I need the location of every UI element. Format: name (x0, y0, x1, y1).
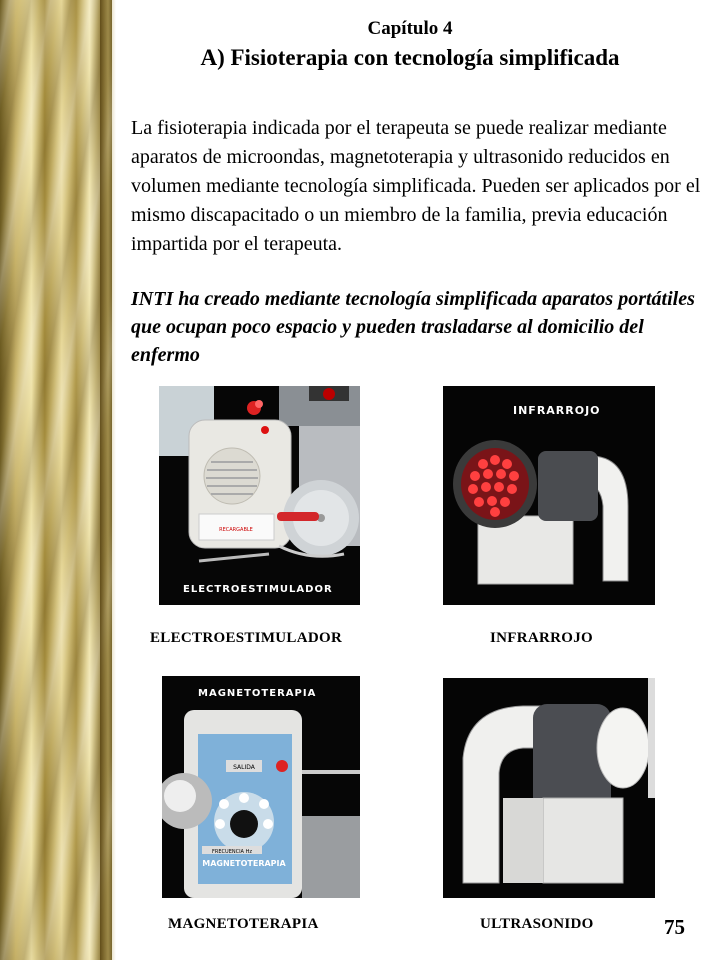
recargable-label: RECARGABLE (219, 527, 253, 533)
ultrasonido-device-image (443, 678, 655, 898)
frecuencia-label: FRECUENCIA Hz (212, 849, 252, 855)
infrarrojo-overlay: INFRARROJO (513, 404, 601, 417)
magnetoterapia-device-image (162, 676, 360, 898)
body-paragraph: La fisioterapia indicada por el terapeuta se puede realizar mediante aparatos de microondas, magnetoterapia y ultrasonido reducidos en volumen mediante tecnología simplificada. Pueden ser aplicados por el mismo discapacitado o un miembro de la familia, previa educación impartida por el terapeuta. (131, 117, 701, 255)
caption-infrarrojo: INFRARROJO (490, 630, 593, 646)
salida-label: SALIDA (233, 764, 255, 771)
caption-electroestimulador: ELECTROESTIMULADOR (150, 630, 343, 646)
highlight-paragraph: INTI ha creado mediante tecnología simplificada aparatos portátiles que ocupan poco espacio y pueden trasladarse al domicilio del enfermo (131, 288, 695, 366)
caption-ultrasonido: ULTRASONIDO (480, 916, 594, 932)
electroestimulador-photo (159, 386, 360, 605)
page-number: 75 (664, 915, 685, 939)
infrarrojo-device-image (443, 386, 655, 605)
electroestimulador-overlay: ELECTROESTIMULADOR (183, 584, 333, 595)
device-brand-label: MAGNETOTERAPIA (202, 859, 286, 868)
electroestimulador-device-image (159, 386, 360, 605)
magnetoterapia-photo (162, 676, 360, 898)
ultrasonido-photo (443, 678, 655, 898)
chapter-heading: Capítulo 4 (367, 18, 453, 39)
curtain-edge (100, 0, 116, 960)
infrarrojo-photo (443, 386, 655, 605)
caption-magnetoterapia: MAGNETOTERAPIA (168, 916, 319, 932)
curtain-border (0, 0, 112, 960)
page-title: A) Fisioterapia con tecnología simplificada (200, 45, 620, 70)
magnetoterapia-overlay: MAGNETOTERAPIA (198, 688, 317, 699)
